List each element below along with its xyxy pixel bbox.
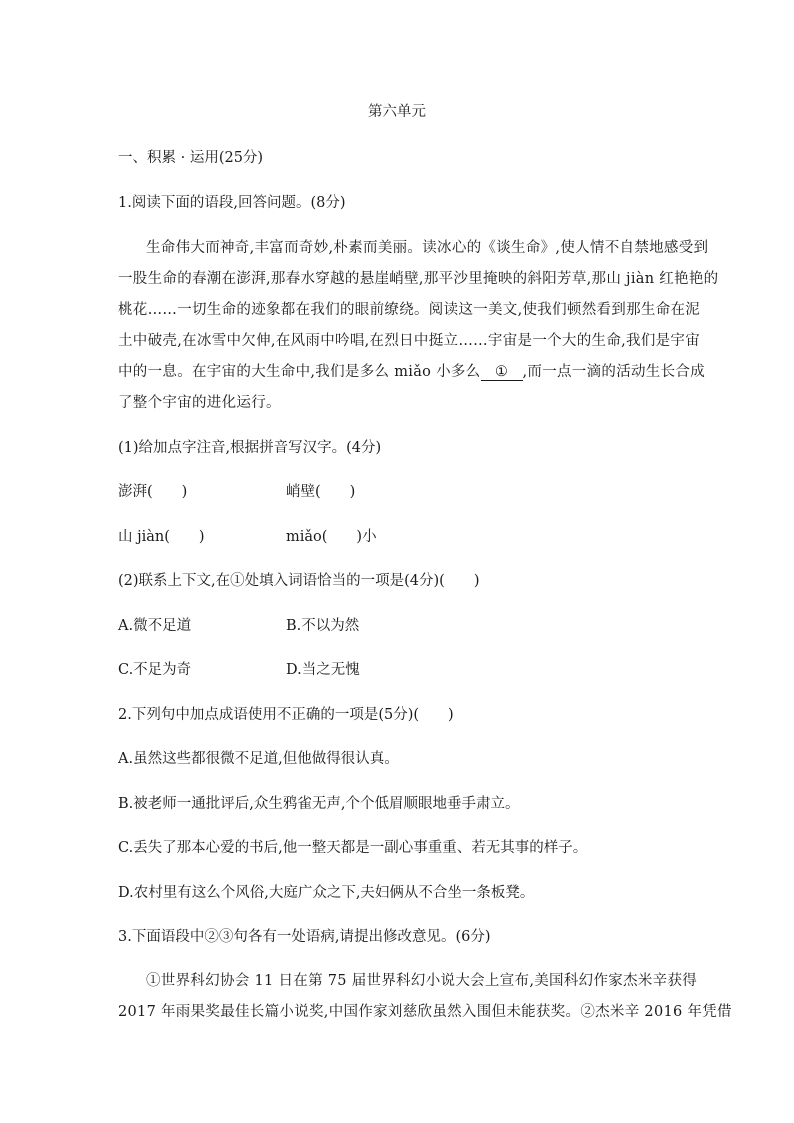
option-d: D.农村里有这么个风俗,大庭广众之下,夫妇俩从不合坐一条板凳。 (118, 885, 535, 901)
passage-line: 土中破壳,在冰雪中欠伸,在风雨中吟唱,在烈日中挺立……宇宙是一个大的生命,我们是宇宙 (118, 333, 701, 349)
sub-question-1-heading: (1)给加点字注音,根据拼音写汉字。(4分) (118, 440, 382, 456)
option-row (118, 660, 678, 680)
passage-text: ,而一点一滴的活动生长合成 (522, 364, 706, 380)
answer-item: 峭壁( ) (286, 484, 356, 500)
option-row (118, 616, 678, 636)
fill-blank: ① (481, 364, 523, 381)
passage-text: 中的一息。在宇宙的大生命中,我们是多么 miǎo 小多么 (118, 364, 481, 380)
answer-item: 澎湃( ) (118, 484, 188, 500)
question-2-heading: 2.下列句中加点成语使用不正确的一项是(5分)( ) (118, 707, 454, 723)
option-a: A.虽然这些都很微不足道,但他做得很认真。 (118, 751, 399, 767)
answer-item: 山 jiàn( ) (118, 529, 205, 545)
passage-line: 一股生命的春潮在澎湃,那春水穿越的悬崖峭壁,那平沙里掩映的斜阳芳草,那山 jiàn 红艳艳的 (118, 271, 719, 287)
page-title: 第六单元 (368, 104, 426, 120)
option-b: B.被老师一通批评后,众生鸦雀无声,个个低眉顺眼地垂手肃立。 (118, 796, 520, 812)
option-c: C.丢失了那本心爱的书后,他一整天都是一副心事重重、若无其事的样子。 (118, 840, 588, 856)
question-3-heading: 3.下面语段中②③句各有一处语病,请提出修改意见。(6分) (118, 929, 491, 945)
sub-question-2-heading: (2)联系上下文,在①处填入词语恰当的一项是(4分)( ) (118, 573, 480, 589)
option-b: B.不以为然 (286, 618, 360, 634)
answer-row (118, 527, 678, 547)
passage-line: 生命伟大而神奇,丰富而奇妙,朴素而美丽。读冰心的《谈生命》,使人情不自禁地感受到 (146, 240, 709, 256)
answer-item: miǎo( )小 (286, 529, 377, 545)
passage-line (118, 362, 706, 382)
answer-row (118, 482, 678, 502)
question-1-heading: 1.阅读下面的语段,回答问题。(8分) (118, 195, 346, 211)
passage-line: 了整个宇宙的进化运行。 (118, 395, 281, 411)
option-a: A.微不足道 (118, 618, 192, 634)
passage-line: 2017 年雨果奖最佳长篇小说奖,中国作家刘慈欣虽然入围但未能获奖。②杰米辛 2016 年凭借 (118, 1004, 732, 1020)
passage-line: ①世界科幻协会 11 日在第 75 届世界科幻小说大会上宣布,美国科幻作家杰米辛获得 (146, 973, 698, 989)
passage-line: 桃花……一切生命的迹象都在我们的眼前缭绕。阅读这一美文,使我们顿然看到那生命在泥 (118, 302, 701, 318)
option-c: C.不足为奇 (118, 662, 192, 678)
option-d: D.当之无愧 (286, 662, 360, 678)
section-heading: 一、积累 · 运用(25分) (118, 150, 264, 166)
